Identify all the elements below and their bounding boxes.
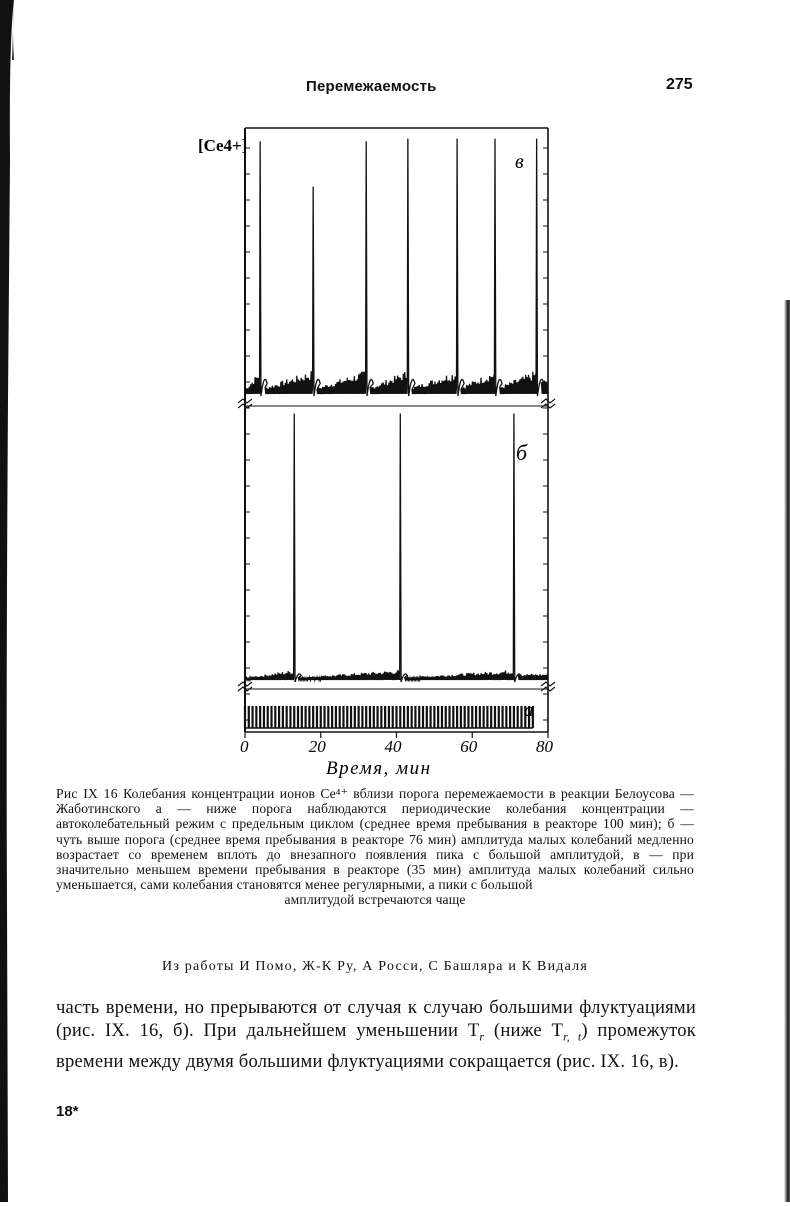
signature-mark: 18* [56, 1103, 79, 1120]
figure-traces [245, 139, 548, 728]
panel-label-b: б [516, 440, 528, 465]
body-text-part-1: часть времени, но прерываются от случая к случаю большими флуктуациями (рис. IX. 16, б). При дальнейшем уменьшении T [56, 997, 696, 1042]
page-number: 275 [666, 76, 693, 93]
panel-label-v: в [515, 151, 524, 173]
x-tick-labels [240, 737, 554, 756]
trace-panel-b [245, 413, 548, 682]
caption-figure-id: Рис IX 16 [56, 786, 118, 801]
x-tick-label: 40 [384, 737, 402, 756]
caption-last-line: амплитудой встречаются чаще [284, 892, 466, 908]
oscillation-figure [190, 118, 580, 784]
scan-edge-left [0, 0, 24, 1202]
x-tick-label: 0 [240, 737, 249, 756]
x-tick-label: 60 [460, 737, 478, 756]
body-paragraph [56, 996, 696, 1073]
figure-frame [238, 128, 555, 732]
trace-panel-a [245, 706, 533, 728]
figure-caption [56, 786, 694, 908]
x-tick-label: 80 [536, 737, 553, 756]
running-title: Перемежаемость [306, 78, 437, 95]
x-tick-label: 20 [308, 737, 326, 756]
figure-ticks [245, 148, 548, 738]
caption-text: Колебания концентрации ионов Ce⁴⁺ вблизи порога перемежаемости в реакции Белоусова — Жаботинского а — ниже порога наблюдаются периодические колебания концентрации — автоколебательный режим с предельным циклом (среднее время пребывания в реакторе 100 мин); б — чуть выше порога (среднее время пребывания в реакторе 76 мин) амплитуда малых колебаний медленно возрастает со временем вплоть до внезапного появления пика с большой амплитудой, в — при значительно меньшем времени пребывания в реакторе (35 мин) амплитуда малых колебаний сильно уменьшается, сами колебания становятся менее регулярными, а пики с большой [56, 786, 694, 893]
scan-edge-right [784, 300, 790, 1202]
body-sub-1: r [479, 1030, 485, 1045]
figure-credit: Из работы И Помо, Ж-К Ру, А Росси, С Башляра и К Видаля [162, 959, 588, 974]
x-axis-label: Время, мин [326, 758, 432, 779]
trace-panel-v [245, 139, 548, 396]
y-axis-label: [Ce4+] [198, 136, 248, 155]
body-text-part-2: (ниже T [484, 1020, 564, 1042]
panel-label-a: а [524, 700, 534, 721]
body-sub-2: r, t [563, 1030, 582, 1045]
body-text-part-3: ) промежуток времени между двумя большими флуктуациями сокращается (рис. IX. 16, в). [56, 1020, 696, 1072]
